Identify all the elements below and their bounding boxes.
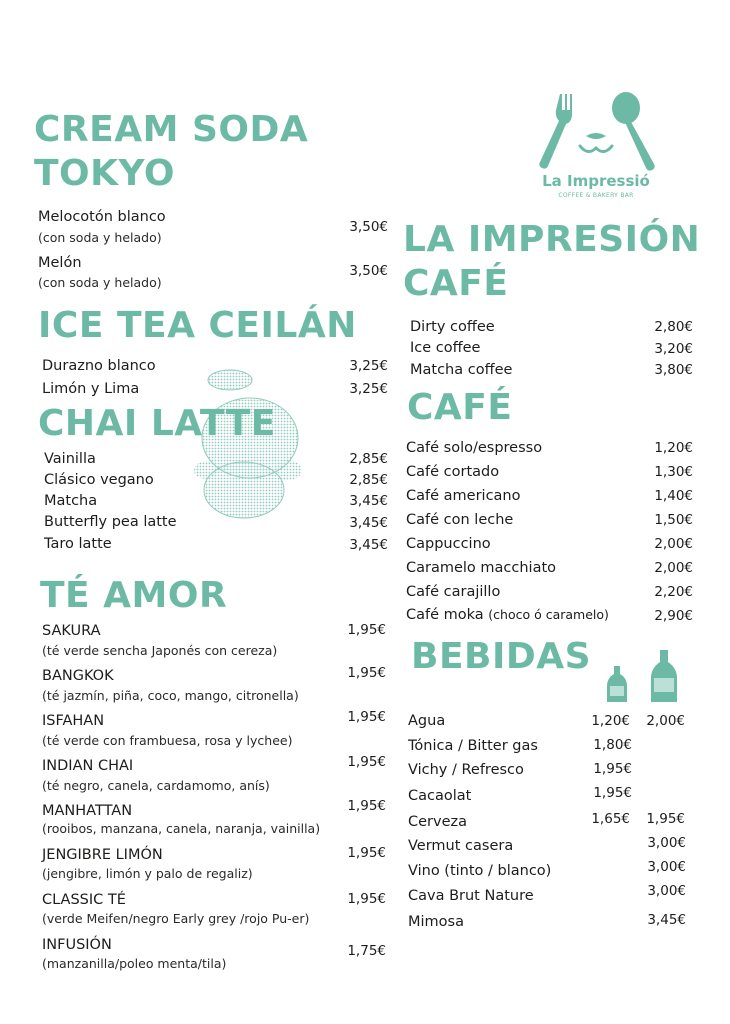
menu-item-price: 1,50€ (654, 512, 693, 528)
menu-item-price: 3,45€ (349, 537, 388, 553)
impresion-cafe-title-line1: LA IMPRESIÓN (403, 219, 701, 260)
cafe-title: CAFÉ (407, 387, 513, 428)
cream-soda-title-line1: CREAM SODA (34, 109, 309, 150)
menu-item-price-large: 3,00€ (647, 835, 686, 851)
menu-item-name: Ice coffee (410, 340, 481, 356)
menu-item-price-large: 2,00€ (646, 713, 685, 729)
menu-item-name: Taro latte (44, 536, 112, 552)
menu-item-desc: (té verde sencha Japonés con cereza) (42, 643, 278, 658)
menu-item-name: INDIAN CHAI (42, 758, 134, 774)
menu-item-name: Matcha (44, 493, 98, 509)
menu-item-name: Melón (38, 255, 82, 271)
menu-item-name: Limón y Lima (42, 381, 140, 397)
menu-item-name: Café solo/espresso (406, 440, 543, 456)
menu-item-name: JENGIBRE LIMÓN (42, 847, 163, 863)
menu-item-name: INFUSIÓN (42, 937, 112, 953)
menu-item-price-small: 1,65€ (591, 811, 630, 827)
menu-item-price-small: 1,20€ (591, 713, 630, 729)
menu-item-name: Café carajillo (406, 584, 501, 600)
menu-item-name: Clásico vegano (44, 472, 154, 488)
menu-item-name: Vainilla (44, 451, 96, 467)
menu-item-price: 2,90€ (654, 608, 693, 624)
menu-item-name: Dirty coffee (410, 319, 495, 335)
menu-item-name: CLASSIC TÉ (42, 892, 126, 908)
menu-item-price: 3,45€ (349, 493, 388, 509)
menu-item-name: SAKURA (42, 623, 101, 639)
menu-item-name: Butterfly pea latte (44, 514, 177, 530)
menu-item-price: 2,20€ (654, 584, 693, 600)
menu-item-name: Caramelo macchiato (406, 560, 557, 576)
cream-soda-title-line2: TOKYO (34, 153, 175, 194)
menu-item-desc: (té verde con frambuesa, rosa y lychee) (42, 733, 293, 748)
menu-item-desc: (verde Meifen/negro Early grey /rojo Pu-er) (42, 911, 310, 926)
menu-item-price: 3,25€ (349, 358, 388, 374)
menu-item-desc: (té jazmín, piña, coco, mango, citronella) (42, 688, 299, 703)
menu-item-price: 2,85€ (349, 451, 388, 467)
menu-item-price: 3,50€ (349, 219, 388, 235)
menu-item-desc: (con soda y helado) (38, 230, 162, 245)
menu-item-price-small: 1,95€ (593, 761, 632, 777)
brand-tagline: COFFEE & BAKERY BAR (558, 192, 634, 199)
menu-item-price-small: 1,95€ (593, 785, 632, 801)
menu-item-name: Café americano (406, 488, 521, 504)
menu-item-name: Matcha coffee (410, 362, 513, 378)
menu-item-price: 3,50€ (349, 263, 388, 279)
menu-item-price: 1,95€ (347, 845, 386, 861)
menu-item-price: 1,75€ (347, 943, 386, 959)
menu-item-price: 1,95€ (347, 665, 386, 681)
menu-item-name: MANHATTAN (42, 803, 133, 819)
menu-item-price: 2,80€ (654, 319, 693, 335)
menu-item-name: Vermut casera (408, 838, 514, 854)
menu-item-name: Vino (tinto / blanco) (408, 863, 552, 879)
menu-item-name-main: Café moka (406, 607, 484, 623)
menu-item-price-large: 3,00€ (647, 883, 686, 899)
te-amor-title: TÉ AMOR (40, 575, 228, 616)
brand-name: La Impressió (542, 172, 650, 190)
menu-item-price: 1,95€ (347, 709, 386, 725)
menu-item-name: Cerveza (408, 814, 468, 830)
menu-item-desc: (rooibos, manzana, canela, naranja, vainilla) (42, 821, 321, 836)
menu-item-price: 1,95€ (347, 622, 386, 638)
menu-item-price-large: 3,00€ (647, 859, 686, 875)
menu-item-name: Melocotón blanco (38, 209, 166, 225)
ice-tea-title: ICE TEA CEILÁN (38, 305, 357, 346)
bebidas-title: BEBIDAS (411, 636, 592, 677)
menu-item-name: Cappuccino (406, 536, 491, 552)
menu-item-price-small: 1,80€ (593, 737, 632, 753)
menu-item-price: 3,45€ (349, 515, 388, 531)
menu-item-price: 1,20€ (654, 440, 693, 456)
menu-item-desc: (con soda y helado) (38, 275, 162, 290)
menu-item-name: Café con leche (406, 512, 514, 528)
menu-item-price: 1,30€ (654, 464, 693, 480)
menu-item-price: 2,85€ (349, 472, 388, 488)
menu-item-price: 3,80€ (654, 362, 693, 378)
impresion-cafe-title-line2: CAFÉ (403, 263, 509, 304)
menu-item-price-large: 3,45€ (647, 912, 686, 928)
menu-item-name: Agua (408, 713, 446, 729)
menu-item-price: 2,00€ (654, 560, 693, 576)
menu-item-name-note: (choco ó caramelo) (488, 607, 609, 622)
menu-item-name: Cava Brut Nature (408, 888, 534, 904)
chai-latte-title: CHAI LATTE (38, 403, 276, 444)
menu-item-name: Durazno blanco (42, 358, 156, 374)
menu-item-desc: (té negro, canela, cardamomo, anís) (42, 778, 270, 793)
menu-item-price: 1,95€ (347, 891, 386, 907)
menu-item-name: Tónica / Bitter gas (408, 738, 538, 754)
menu-item-desc: (jengibre, limón y palo de regaliz) (42, 866, 253, 881)
menu-item-name: Cacaolat (408, 788, 472, 804)
menu-item-price: 1,95€ (347, 754, 386, 770)
menu-item-name: BANGKOK (42, 668, 114, 684)
menu-item-price: 3,25€ (349, 381, 388, 397)
menu-item-price-large: 1,95€ (646, 811, 685, 827)
menu-item-desc: (manzanilla/poleo menta/tila) (42, 956, 227, 971)
menu-item-price: 3,20€ (654, 341, 693, 357)
menu-item-price: 1,95€ (347, 798, 386, 814)
menu-item-name: Café cortado (406, 464, 500, 480)
menu-item-name: ISFAHAN (42, 713, 105, 729)
large-bottle-icon (649, 648, 679, 704)
panda-utensils-icon (526, 90, 666, 172)
brand-logo (526, 90, 666, 202)
menu-item-name: Mimosa (408, 914, 464, 930)
mascot-illustration-icon (178, 360, 310, 530)
menu-item-name (406, 608, 609, 623)
menu-item-price: 1,40€ (654, 488, 693, 504)
menu-item-price: 2,00€ (654, 536, 693, 552)
small-bottle-icon (605, 664, 629, 704)
menu-item-name: Vichy / Refresco (408, 762, 524, 778)
